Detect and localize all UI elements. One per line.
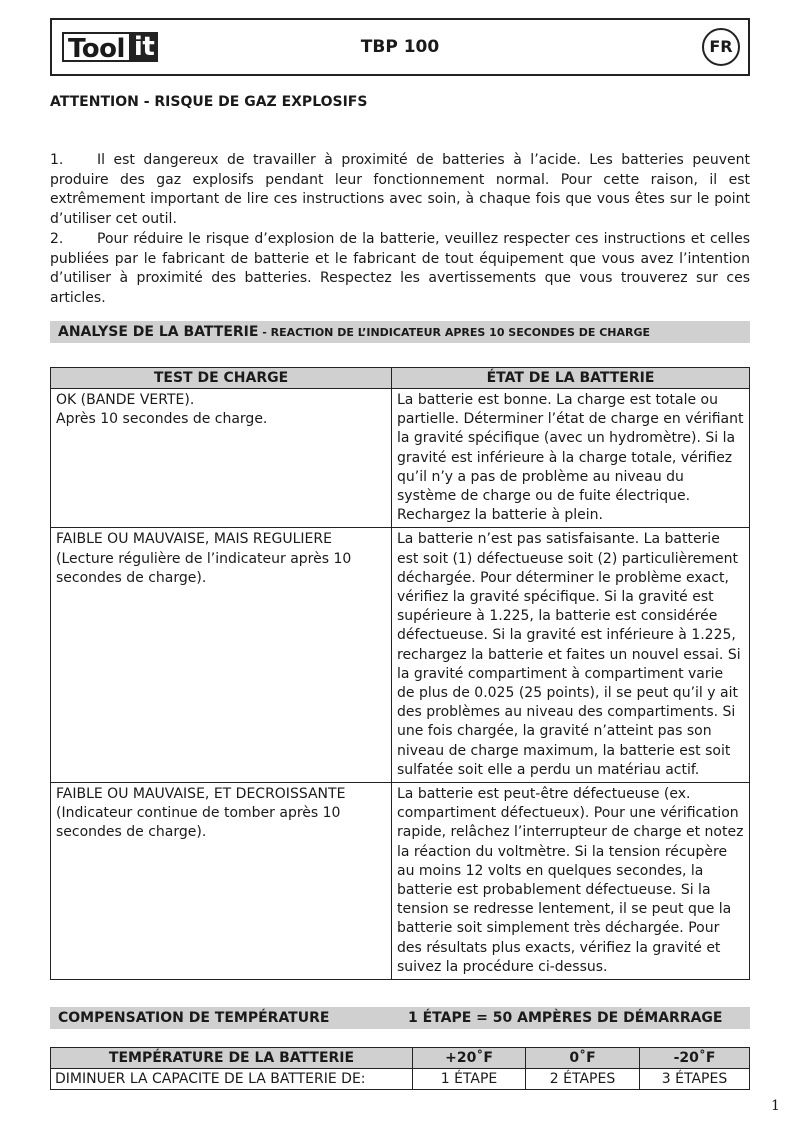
warning-item-1	[50, 151, 750, 229]
state-cell: La batterie n’est pas satisfaisante. La batterie est soit (1) défectueuse soit (2) particulièrement déchargée. Pour déterminer le problème exact, vérifiez la gravité spécifique. Si la gravité est supérieure à 1.225, la batterie est considérée défectueuse. Si la gravité est inférieure à 1.225, rechargez la batterie et faites un nouvel essai. Si la gravité compartiment à compartiment varie de plus de 0.025 (25 points), il se peut qu’il y ait des problèmes au niveau des compartiments. Si une fois chargée, la gravité n’atteint pas son niveau de charge maximum, la batterie est soit sulfatée soit elle a perdu un matériau actif.	[392, 528, 750, 783]
analysis-table	[50, 367, 750, 980]
page-header	[50, 18, 750, 76]
item-number: 2.	[50, 231, 64, 247]
state-cell: La batterie est bonne. La charge est totale ou partielle. Déterminer l’état de charge en vérifiant la gravité spécifique (avec un hydromètre). Si la gravité est inférieure à la charge totale, vérifiez qu’il n’y a pas de problème au niveau du système de charge ou de fuite électrique. Rechargez la batterie à plein.	[392, 389, 750, 528]
table-header-row	[51, 368, 750, 389]
temperature-section-header	[50, 1007, 750, 1029]
test-detail: (Indicateur continue de tomber après 10 secondes de charge).	[56, 805, 341, 841]
warning-title: ATTENTION - RISQUE DE GAZ EXPLOSIFS	[50, 94, 368, 110]
temperature-table	[50, 1047, 750, 1090]
analysis-section-header	[50, 321, 750, 343]
column-header: TEST DE CHARGE	[51, 368, 392, 389]
item-text: Pour réduire le risque d’explosion de la batterie, veuillez respecter ces instructions et celles publiées par le fabricant de batterie et le fabricant de tout équipement que vous avez l’intention d’utiliser à proximité des batteries. Respectez les avertissements que vous trouverez sur ces articles.	[50, 231, 750, 306]
column-header: TEMPÉRATURE DE LA BATTERIE	[51, 1048, 413, 1069]
temperature-note: 1 ÉTAPE = 50 AMPÈRES DE DÉMARRAGE	[408, 1010, 723, 1026]
table-row	[51, 783, 750, 980]
test-detail: (Lecture régulière de l’indicateur après 10 secondes de charge).	[56, 550, 352, 586]
temperature-title: COMPENSATION DE TEMPÉRATURE	[58, 1010, 330, 1026]
analysis-title: ANALYSE DE LA BATTERIE	[58, 324, 259, 340]
row-label: DIMINUER LA CAPACITE DE LA BATTERIE DE:	[51, 1069, 413, 1090]
test-label: OK (BANDE VERTE).	[56, 392, 195, 408]
column-header: 0˚F	[526, 1048, 640, 1069]
analysis-subtitle: - REACTION DE L’INDICATEUR APRES 10 SECONDES DE CHARGE	[258, 326, 651, 339]
model-title: TBP 100	[360, 37, 440, 57]
table-cell: 2 ÉTAPES	[526, 1069, 640, 1090]
test-cell	[51, 783, 392, 980]
table-row	[51, 528, 750, 783]
table-header-row	[51, 1048, 750, 1069]
column-header: -20˚F	[640, 1048, 750, 1069]
page-number: 1	[771, 1098, 780, 1114]
table-row	[51, 1069, 750, 1090]
item-text: Il est dangereux de travailler à proximité de batteries à l’acide. Les batteries peuvent produire des gaz explosifs pendant leur fonctionnement normal. Pour cette raison, il est extrêmement important de lire ces instructions avec soin, à chaque fois que vous êtes sur le point d’utiliser cet outil.	[50, 152, 750, 227]
table-cell: 3 ÉTAPES	[640, 1069, 750, 1090]
column-header: +20˚F	[413, 1048, 526, 1069]
state-cell: La batterie est peut-être défectueuse (ex. compartiment défectueux). Pour une vérification rapide, relâchez l’interrupteur de charge et notez la réaction du voltmètre. Si la tension récupère au moins 12 volts en quelques secondes, la batterie est probablement défectueuse. Si la tension se redresse lentement, il se peut que la batterie soit simplement très déchargée. Pour des résultats plus exacts, vérifiez la gravité et suivez la procédure ci-dessus.	[392, 783, 750, 980]
logo-text: Tool	[62, 32, 131, 62]
test-detail: Après 10 secondes de charge.	[56, 411, 268, 428]
test-cell	[51, 528, 392, 783]
test-label: FAIBLE OU MAUVAISE, ET DECROISSANTE	[56, 786, 346, 803]
language-badge: FR	[702, 28, 740, 66]
table-row	[51, 389, 750, 528]
table-cell: 1 ÉTAPE	[413, 1069, 526, 1090]
item-number: 1.	[50, 152, 64, 168]
column-header: ÉTAT DE LA BATTERIE	[392, 368, 750, 389]
test-label: FAIBLE OU MAUVAISE, MAIS REGULIERE	[56, 531, 332, 548]
warning-item-2	[50, 230, 750, 308]
logo-mark: it	[130, 32, 158, 62]
test-cell	[51, 389, 392, 528]
